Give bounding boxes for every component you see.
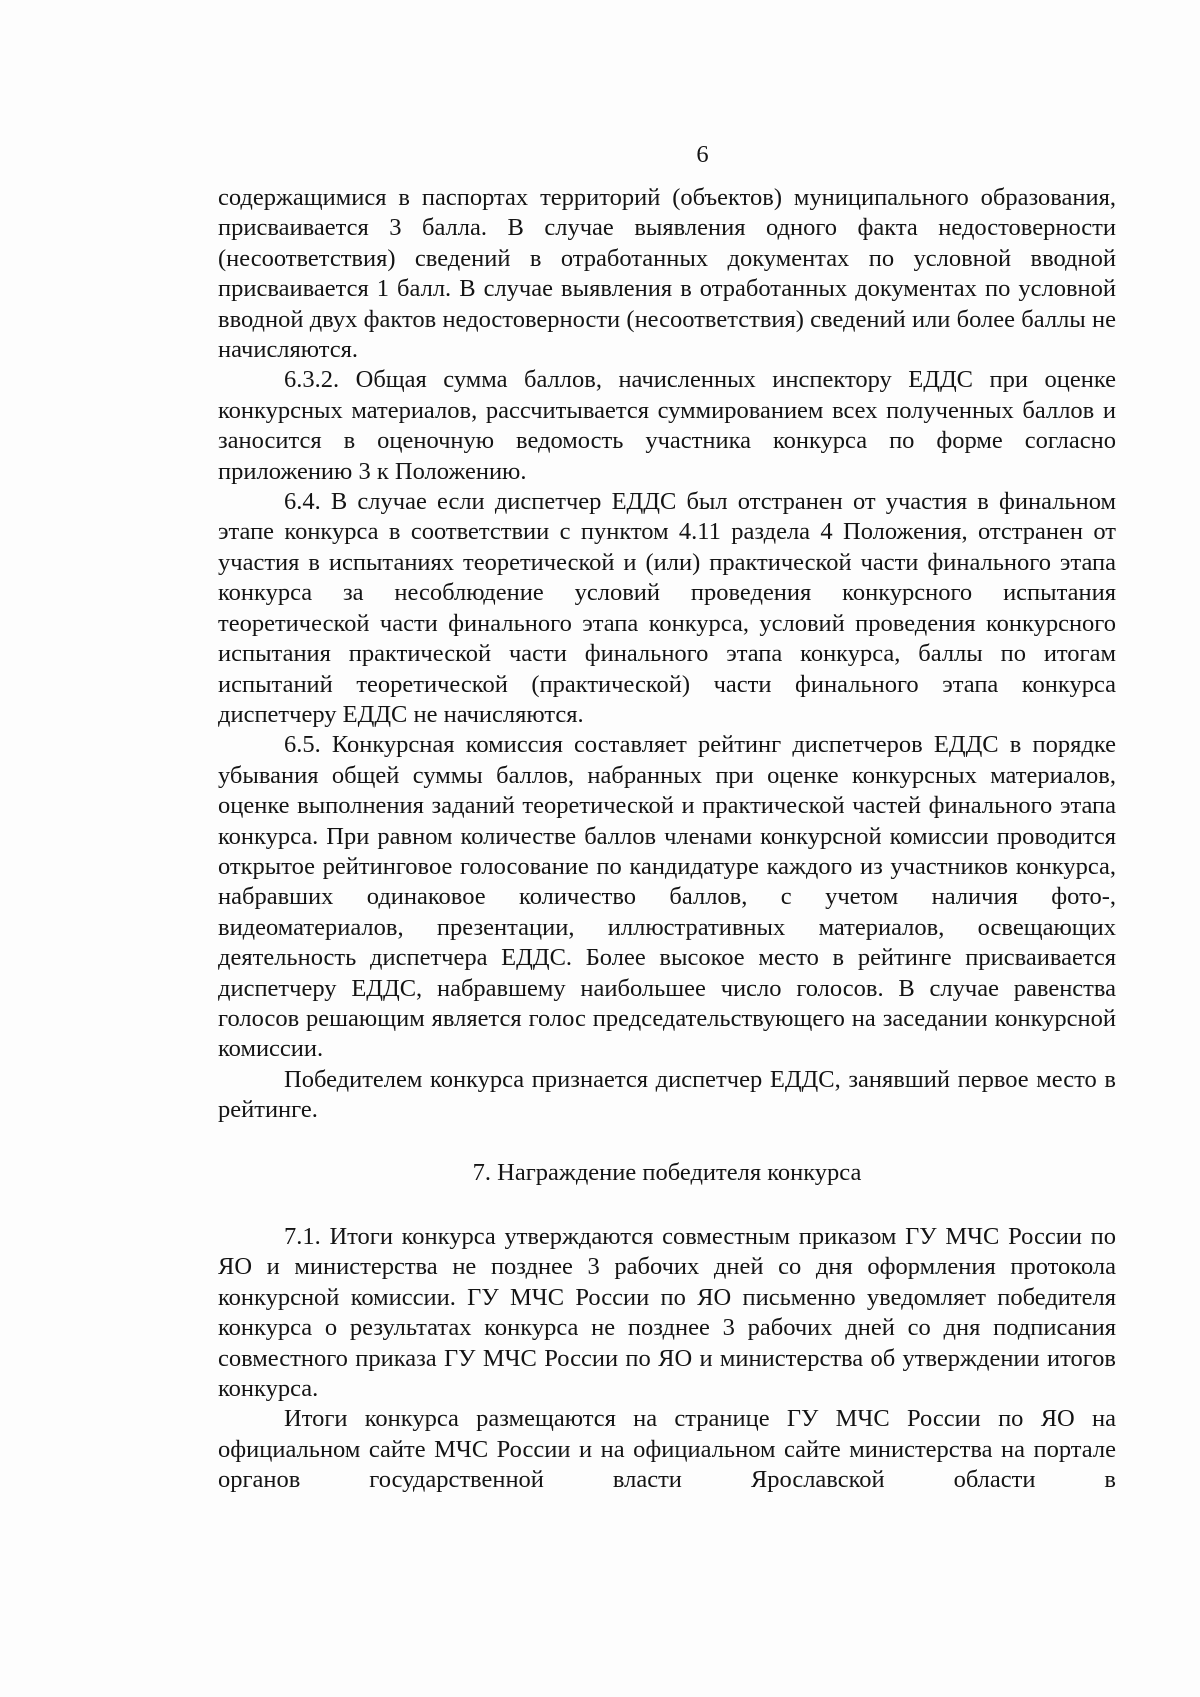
- paragraph-results-published: Итоги конкурса размещаются на странице ГУ МЧС России по ЯО на официальном сайте МЧС России и на официальном сайте министерства на портале органов государственной власти Ярославской области в: [218, 1405, 1116, 1494]
- paragraph: содержащимися в паспортах территорий (объектов) муниципального образования, присваивается 3 балла. В случае выявления одного факта недостоверности (несоответствия) сведений в отработанных документах по условной вводной присваивается 1 балл. В случае выявления в отработанных документах по условной вводной двух фактов недостоверности (несоответствия) сведений или более баллы не начисляются.: [218, 184, 1116, 364]
- paragraph-6-5: 6.5. Конкурсная комиссия составляет рейтинг диспетчеров ЕДДС в порядке убывания общей суммы баллов, набранных при оценке конкурсных материалов, оценке выполнения заданий теоретической и практической частей финального этапа конкурса. При равном количестве баллов членами конкурсной комиссии проводится открытое рейтинговое голосование по кандидатуре каждого из участников конкурса, набравших одинаковое количество баллов, с учетом наличия фото-, видеоматериалов, презентации, иллюстративных материалов, освещающих деятельность диспетчера ЕДДС. Более высокое место в рейтинге присваивается диспетчеру ЕДДС, набравшему наибольшее число голосов. В случае равенства голосов решающим является голос председательствующего на заседании конкурсной комиссии.: [218, 731, 1116, 1063]
- paragraph-6-3-2: 6.3.2. Общая сумма баллов, начисленных инспектору ЕДДС при оценке конкурсных материалов, рассчитывается суммированием всех полученных баллов и заносится в оценочную ведомость участника конкурса по форме согласно приложению 3 к Положению.: [218, 366, 1116, 485]
- page-number: 6: [696, 141, 709, 168]
- section-6-continuation: [218, 183, 1116, 1126]
- document-body: [218, 183, 1116, 1496]
- paragraph-winner: Победителем конкурса признается диспетчер ЕДДС, занявший первое место в рейтинге.: [218, 1065, 1116, 1124]
- section-7: [218, 1222, 1116, 1496]
- section-heading-7: 7. Награждение победителя конкурса: [472, 1158, 862, 1186]
- paragraph-7-1: 7.1. Итоги конкурса утверждаются совместным приказом ГУ МЧС России по ЯО и министерства не позднее 3 рабочих дней со дня оформления протокола конкурсной комиссии. ГУ МЧС России по ЯО письменно уведомляет победителя конкурса о результатах конкурса не позднее 3 рабочих дней со дня подписания совместного приказа ГУ МЧС России по ЯО и министерства об утверждении итогов конкурса.: [218, 1223, 1116, 1403]
- paragraph-6-4: 6.4. В случае если диспетчер ЕДДС был отстранен от участия в финальном этапе конкурса в соответствии с пунктом 4.11 раздела 4 Положения, отстранен от участия в испытаниях теоретической и (или) практической части финального этапа конкурса за несоблюдение условий проведения конкурсного испытания теоретической части финального этапа конкурса, условий проведения конкурсного испытания практической части финального этапа конкурса, баллы по итогам испытаний теоретической (практической) части финального этапа конкурса диспетчеру ЕДДС не начисляются.: [218, 488, 1116, 728]
